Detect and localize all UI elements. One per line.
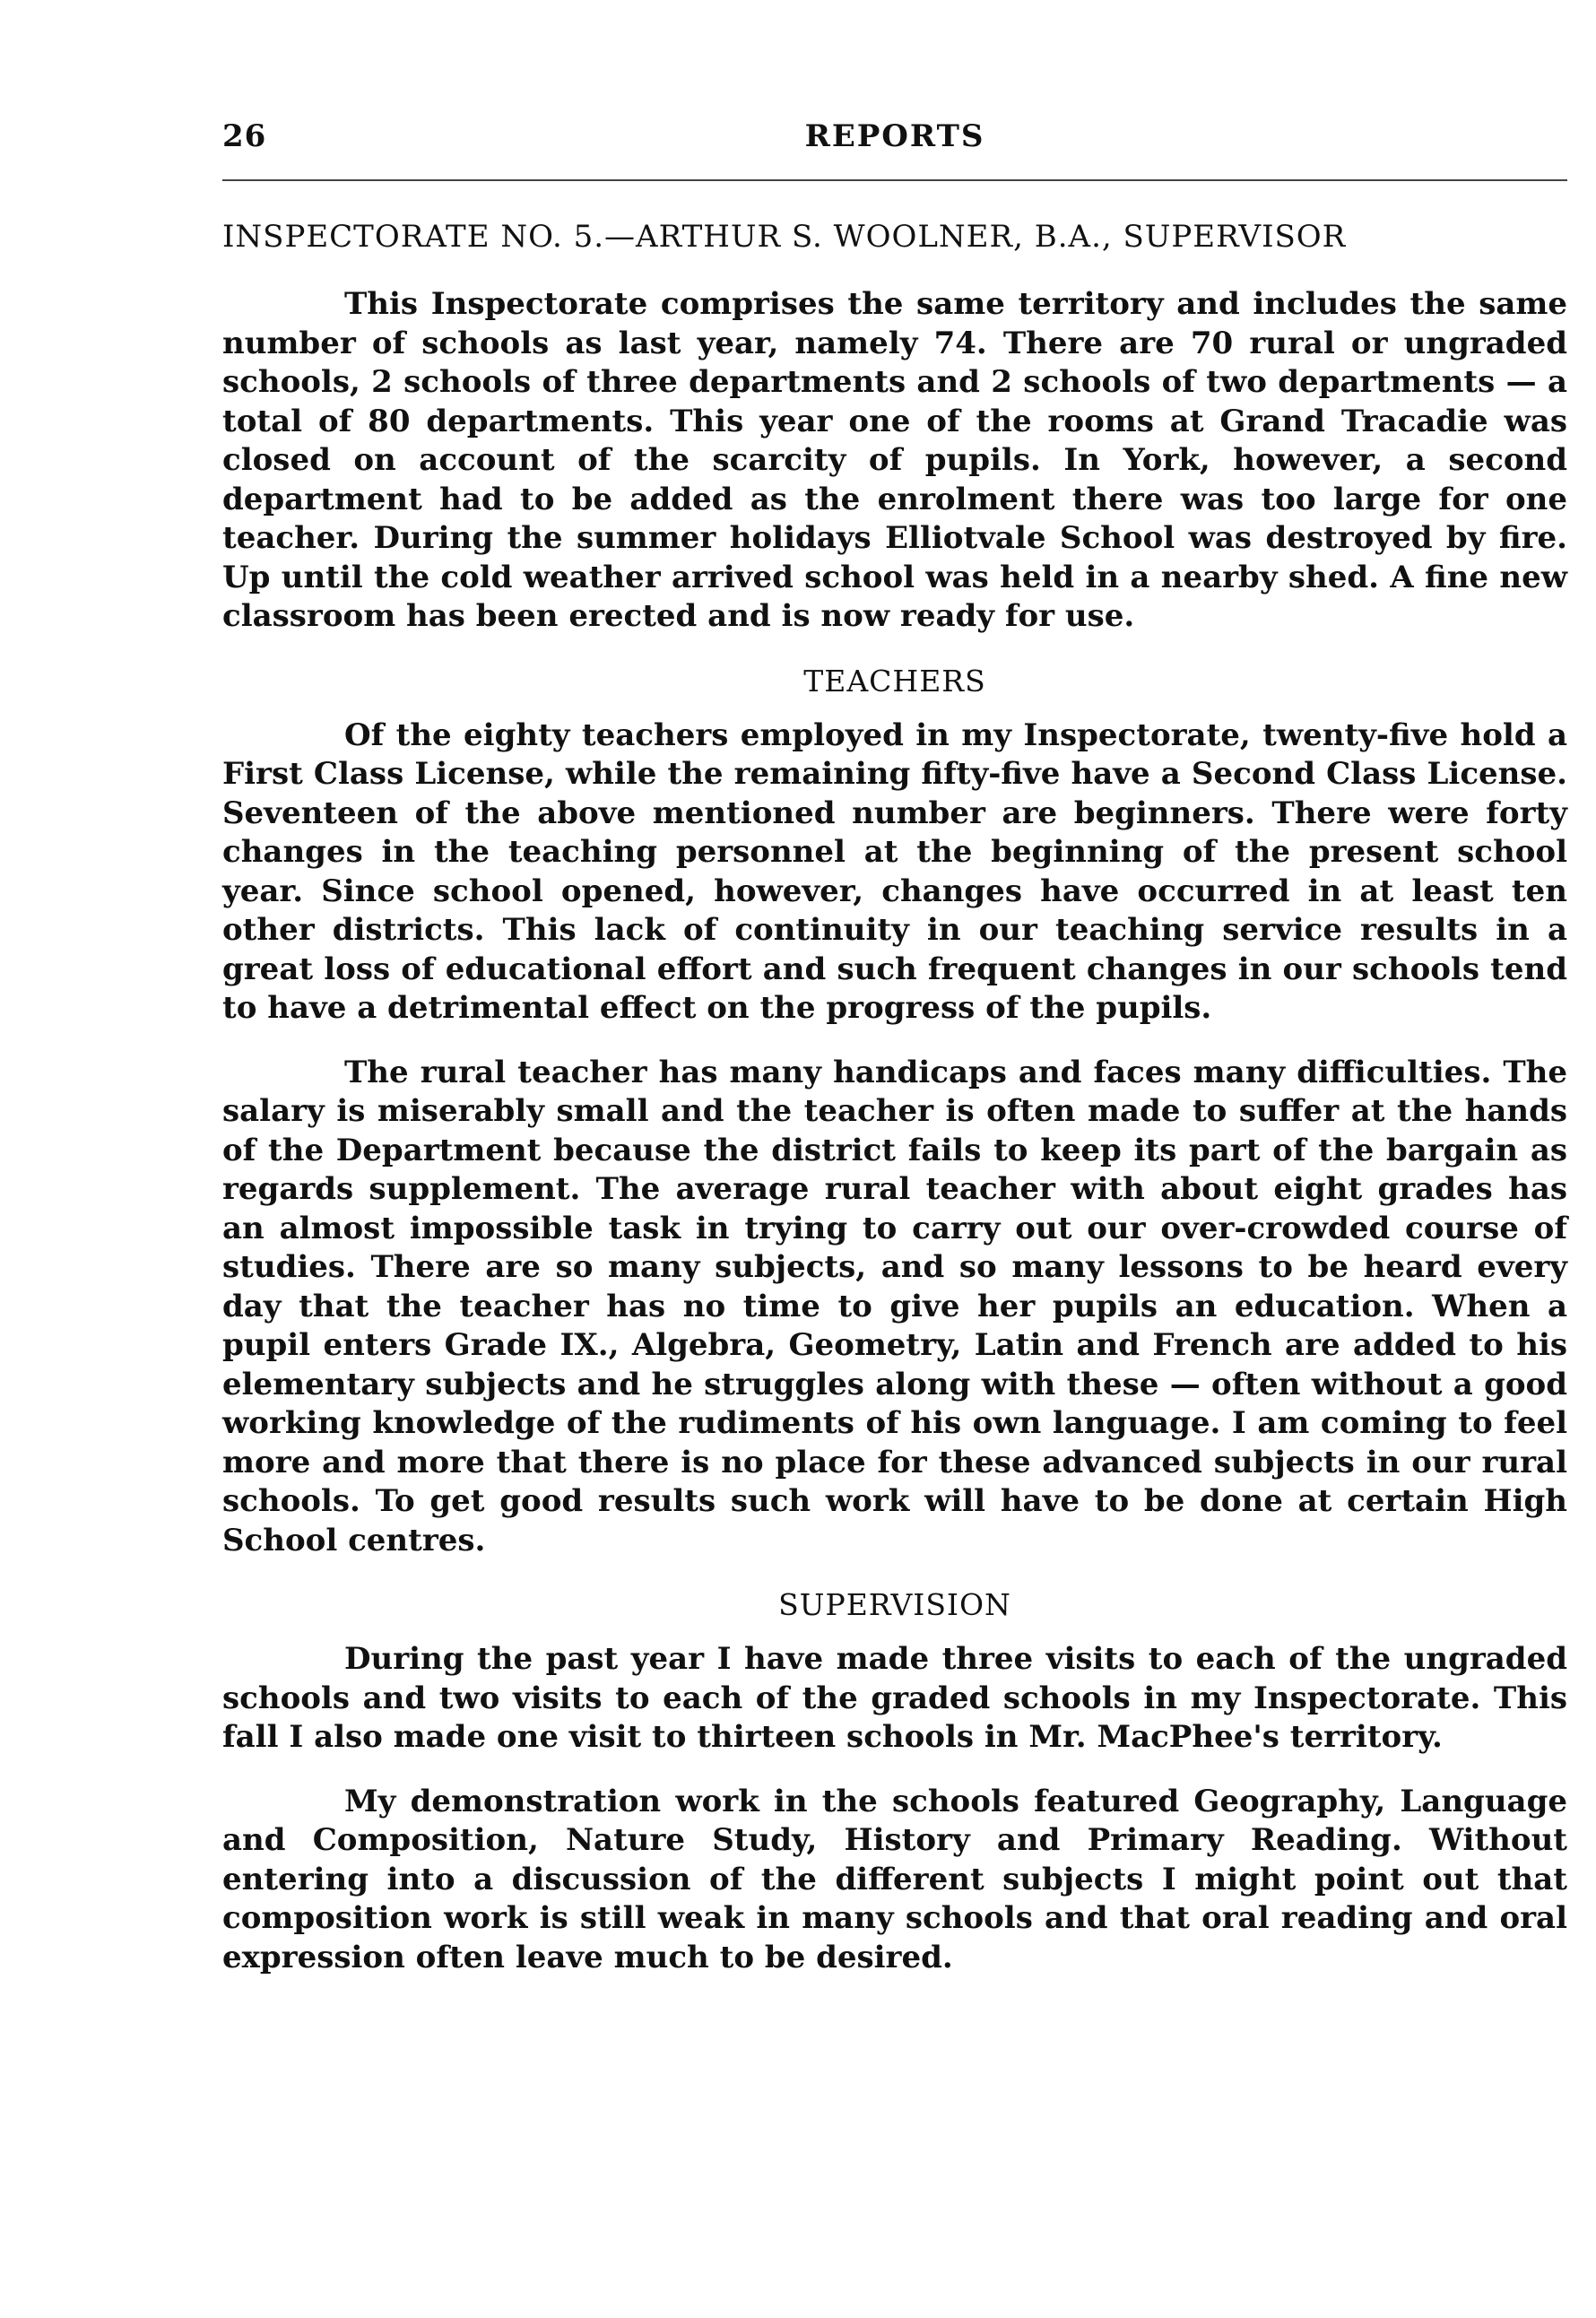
page-header <box>222 118 1567 163</box>
header-rule <box>222 179 1567 181</box>
supervision-paragraph-2: My demonstration work in the schools featured Geography, Language and Composition, Nature Study, History and Primary Reading. Without entering into a discussion of the different subjects I might point out that composition work is still weak in many schools and that oral reading and oral expression often leave much to be desired. <box>222 1783 1567 1975</box>
section-title: INSPECTORATE NO. 5.—ARTHUR S. WOOLNER, B.A., SUPERVISOR <box>222 219 1347 255</box>
running-head: REPORTS <box>804 118 985 154</box>
teachers-paragraph-2: The rural teacher has many handicaps and faces many difficulties. The salary is miserably small and the teacher is often made to suffer at the hands of the Department because the district fails to keep its part of the bargain as regards supplement. The average rural teacher with about eight grades has an almost impossible task in trying to carry out our over-crowded course of studies. There are so many subjects, and so many lessons to be heard every day that the teacher has no time to give her pupils an education. When a pupil enters Grade IX., Algebra, Geometry, Latin and French are added to his elementary subjects and he struggles along with these — often without a good working knowledge of the rudiments of his own language. I am coming to feel more and more that there is no place for these advanced subjects in our rural schools. To get good results such work will have to be done at certain High School centres. <box>222 1054 1567 1558</box>
teachers-paragraph-1: Of the eighty teachers employed in my Inspectorate, twenty-five hold a First Class License, while the remaining fifty-five have a Second Class License. Seventeen of the above mentioned number are beginners. There were forty changes in the teaching personnel at the beginning of the present school year. Since school opened, however, changes have occurred in at least ten other districts. This lack of continuity in our teaching service results in a great loss of educational effort and such frequent changes in our schools tend to have a detrimental effect on the progress of the pupils. <box>222 716 1567 1026</box>
supervision-paragraph-1: During the past year I have made three visits to each of the ungraded schools and two visits to each of the graded schools in my Inspectorate. This fall I also made one visit to thirteen schools in Mr. MacPhee's territory. <box>222 1641 1567 1755</box>
intro-paragraph: This Inspectorate comprises the same territory and includes the same number of schools as last year, namely 74. There are 70 rural or ungraded schools, 2 schools of three departments and 2 schools of two departments — a total of 80 departments. This year one of the rooms at Grand Tracadie was closed on account of the scarcity of pupils. In York, however, a second department had to be added as the enrolment there was too large for one teacher. During the summer holidays Elliotvale School was destroyed by fire. Up until the cold weather arrived school was held in a nearby shed. A fine new classroom has been erected and is now ready for use. <box>222 286 1567 634</box>
teachers-heading: TEACHERS <box>803 663 986 699</box>
document-page <box>222 118 1567 1977</box>
page-number: 26 <box>222 118 267 154</box>
supervision-heading: SUPERVISION <box>778 1587 1011 1622</box>
